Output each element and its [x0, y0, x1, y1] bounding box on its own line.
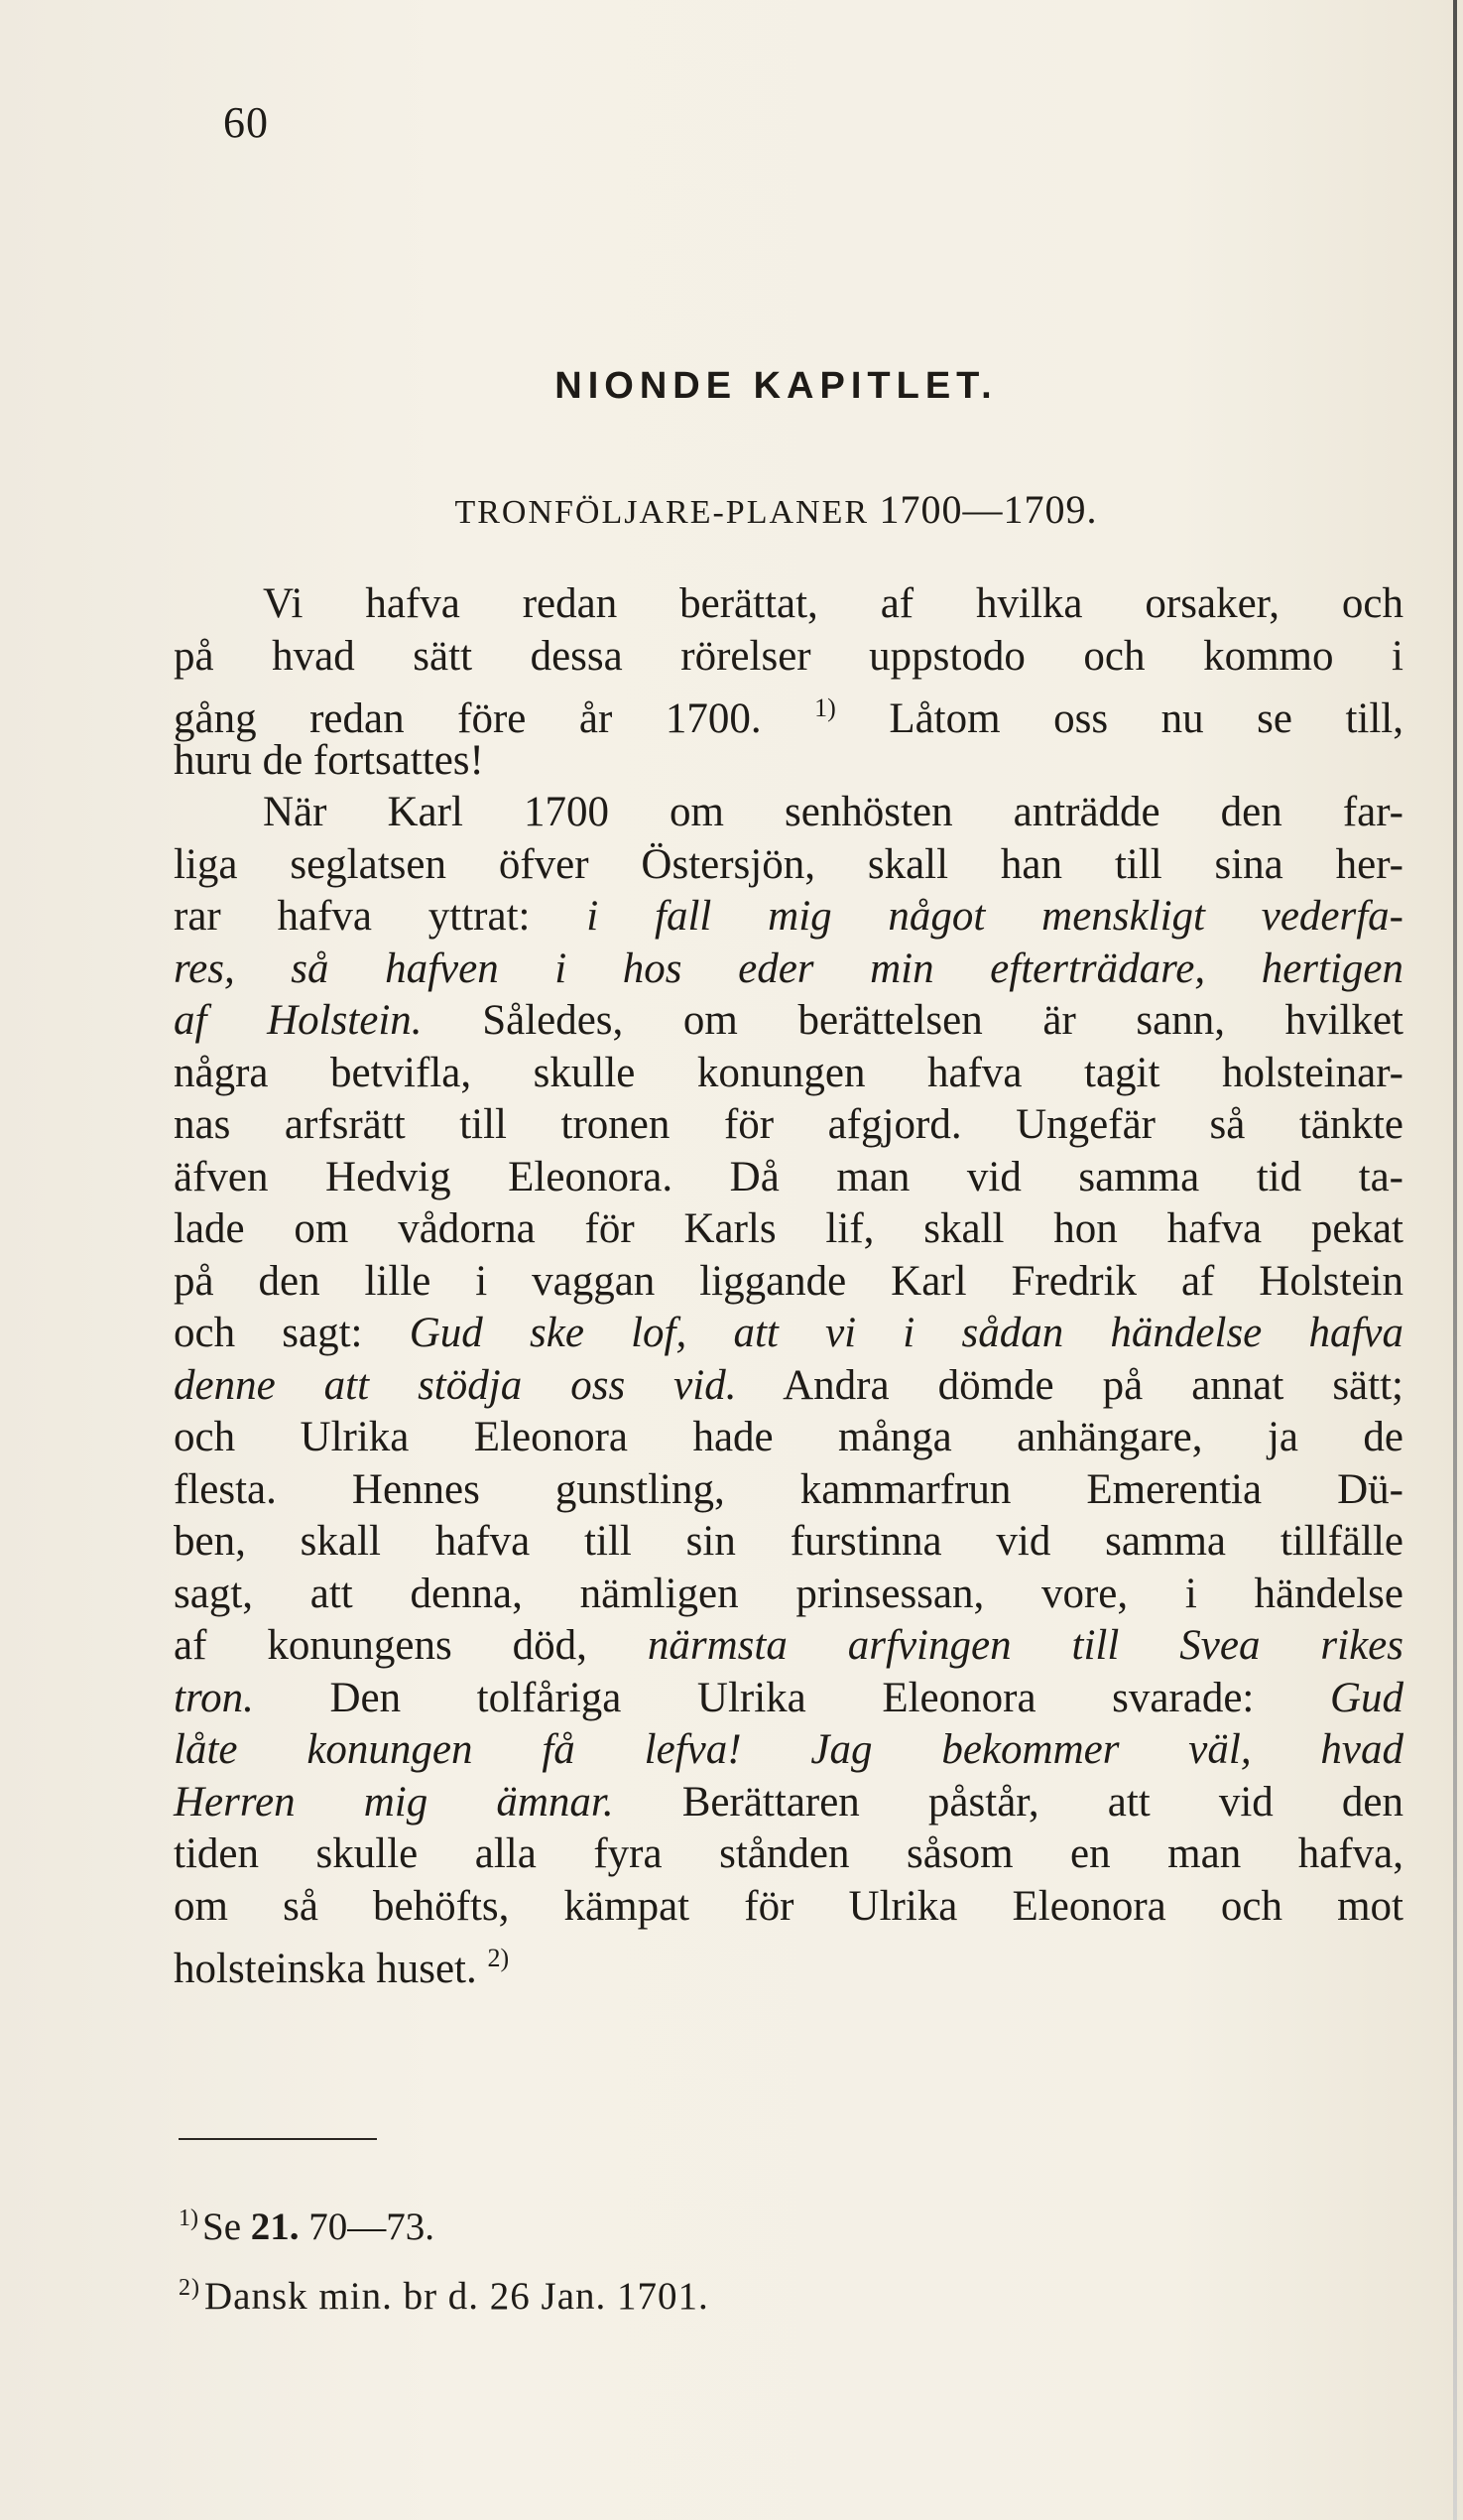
text-fragment: Andra dömde på annat sätt; [783, 1361, 1403, 1409]
footnote-ref: 2) [487, 1944, 510, 1972]
text-line: sagt, att denna, nämligen prinsessan, vore, i händelse [174, 1570, 1403, 1617]
text-line: några betvifla, skulle konungen hafva tagit holsteinar- [174, 1049, 1403, 1096]
footnote-1 [179, 2205, 434, 2249]
text-line: nas arfsrätt till tronen för afgjord. Ungefär så tänkte [174, 1101, 1403, 1148]
italic-quote: Gud ske lof, att vi i sådan händelse hafva [409, 1310, 1404, 1356]
italic-quote: i fall mig något menskligt vederfa- [586, 893, 1404, 940]
text-line [174, 1724, 1403, 1777]
text-line [174, 891, 1403, 944]
text-line [174, 1673, 1403, 1725]
text-line [174, 1933, 1403, 1992]
italic-quote: Jag bekommer väl, hvad [810, 1726, 1404, 1773]
italic-quote: af Holstein. [174, 997, 423, 1044]
italic-quote: tron. [174, 1674, 254, 1721]
footnote-mark: 1) [179, 2205, 198, 2231]
footnote-mark: 2) [179, 2275, 200, 2301]
text-fragment: holsteinska huset. [174, 1946, 477, 1992]
text-line: lade om vådorna för Karls lif, skall hon hafva pekat [174, 1205, 1403, 1252]
text-line: flesta. Hennes gunstling, kammarfrun Emerentia Dü- [174, 1465, 1403, 1513]
footnote-text: Dansk min. br d. 26 Jan. 1701. [204, 2275, 709, 2318]
page-edge [1453, 0, 1457, 2520]
text-line: huru de fortsattes! [174, 736, 484, 784]
chapter-subtitle [0, 486, 1463, 533]
italic-quote: res, så hafven i hos eder min efterträdare, hertigen [174, 945, 1403, 992]
text-line [174, 944, 1403, 996]
text-line: Vi hafva redan berättat, af hvilka orsaker, och [263, 580, 1403, 627]
italic-quote: Gud [1329, 1674, 1404, 1721]
chapter-years: 1700—1709. [879, 487, 1098, 532]
text-line: När Karl 1700 om senhösten anträdde den far- [263, 789, 1403, 835]
text-fragment: Berättaren påstår, att vid den [681, 1778, 1404, 1826]
footnote-pages: 70—73. [308, 2205, 434, 2248]
italic-quote: närmsta arfvingen till Svea rikes [647, 1622, 1403, 1669]
text-line [174, 683, 1403, 742]
text-fragment: gång redan före år 1700. [174, 695, 762, 742]
italic-quote: Herren mig ämnar. [174, 1778, 614, 1826]
italic-quote: låte konungen få lefva! [174, 1726, 742, 1773]
text-line: på den lille i vaggan liggande Karl Fredrik af Holstein [174, 1257, 1403, 1305]
text-fragment: Således, om berättelsen är sann, hvilket [482, 997, 1404, 1044]
footnote-volume: 21. [250, 2205, 300, 2248]
footnote-2 [179, 2274, 709, 2319]
text-line [174, 995, 1403, 1048]
text-fragment: och sagt: [174, 1310, 363, 1356]
text-line: liga seglatsen öfver Östersjön, skall han till sina her- [174, 840, 1403, 888]
footnote-text: Se [202, 2205, 241, 2248]
chapter-subtitle-text: TRONFÖLJARE-PLANER [454, 494, 870, 531]
text-line [174, 1777, 1403, 1829]
text-line: om så behöfts, kämpat för Ulrika Eleonora och mot [174, 1882, 1403, 1930]
text-fragment: rar hafva yttrat: [174, 893, 531, 940]
text-line: på hvad sätt dessa rörelser uppstodo och kommo i [174, 632, 1403, 680]
text-fragment: af konungens död, [174, 1622, 587, 1669]
text-fragment: Den tolfåriga Ulrika Eleonora svarade: [329, 1674, 1255, 1721]
text-line: äfven Hedvig Eleonora. Då man vid samma tid ta- [174, 1153, 1403, 1200]
text-line [174, 1308, 1403, 1360]
text-line: och Ulrika Eleonora hade många anhängare, ja de [174, 1414, 1403, 1460]
text-fragment: Låtom oss nu se till, [889, 695, 1403, 742]
text-line: tiden skulle alla fyra stånden såsom en man hafva, [174, 1830, 1403, 1877]
body-text [174, 578, 1404, 1992]
chapter-title: NIONDE KAPITLET. [554, 365, 998, 407]
footnote-ref: 1) [814, 693, 836, 722]
text-line [174, 1360, 1403, 1413]
page-number: 60 [223, 98, 269, 147]
italic-quote: denne att stödja oss vid. [174, 1361, 737, 1409]
footnote-divider [179, 2138, 377, 2140]
text-line: ben, skall hafva till sin furstinna vid samma tillfälle [174, 1518, 1403, 1565]
text-line [174, 1620, 1403, 1673]
